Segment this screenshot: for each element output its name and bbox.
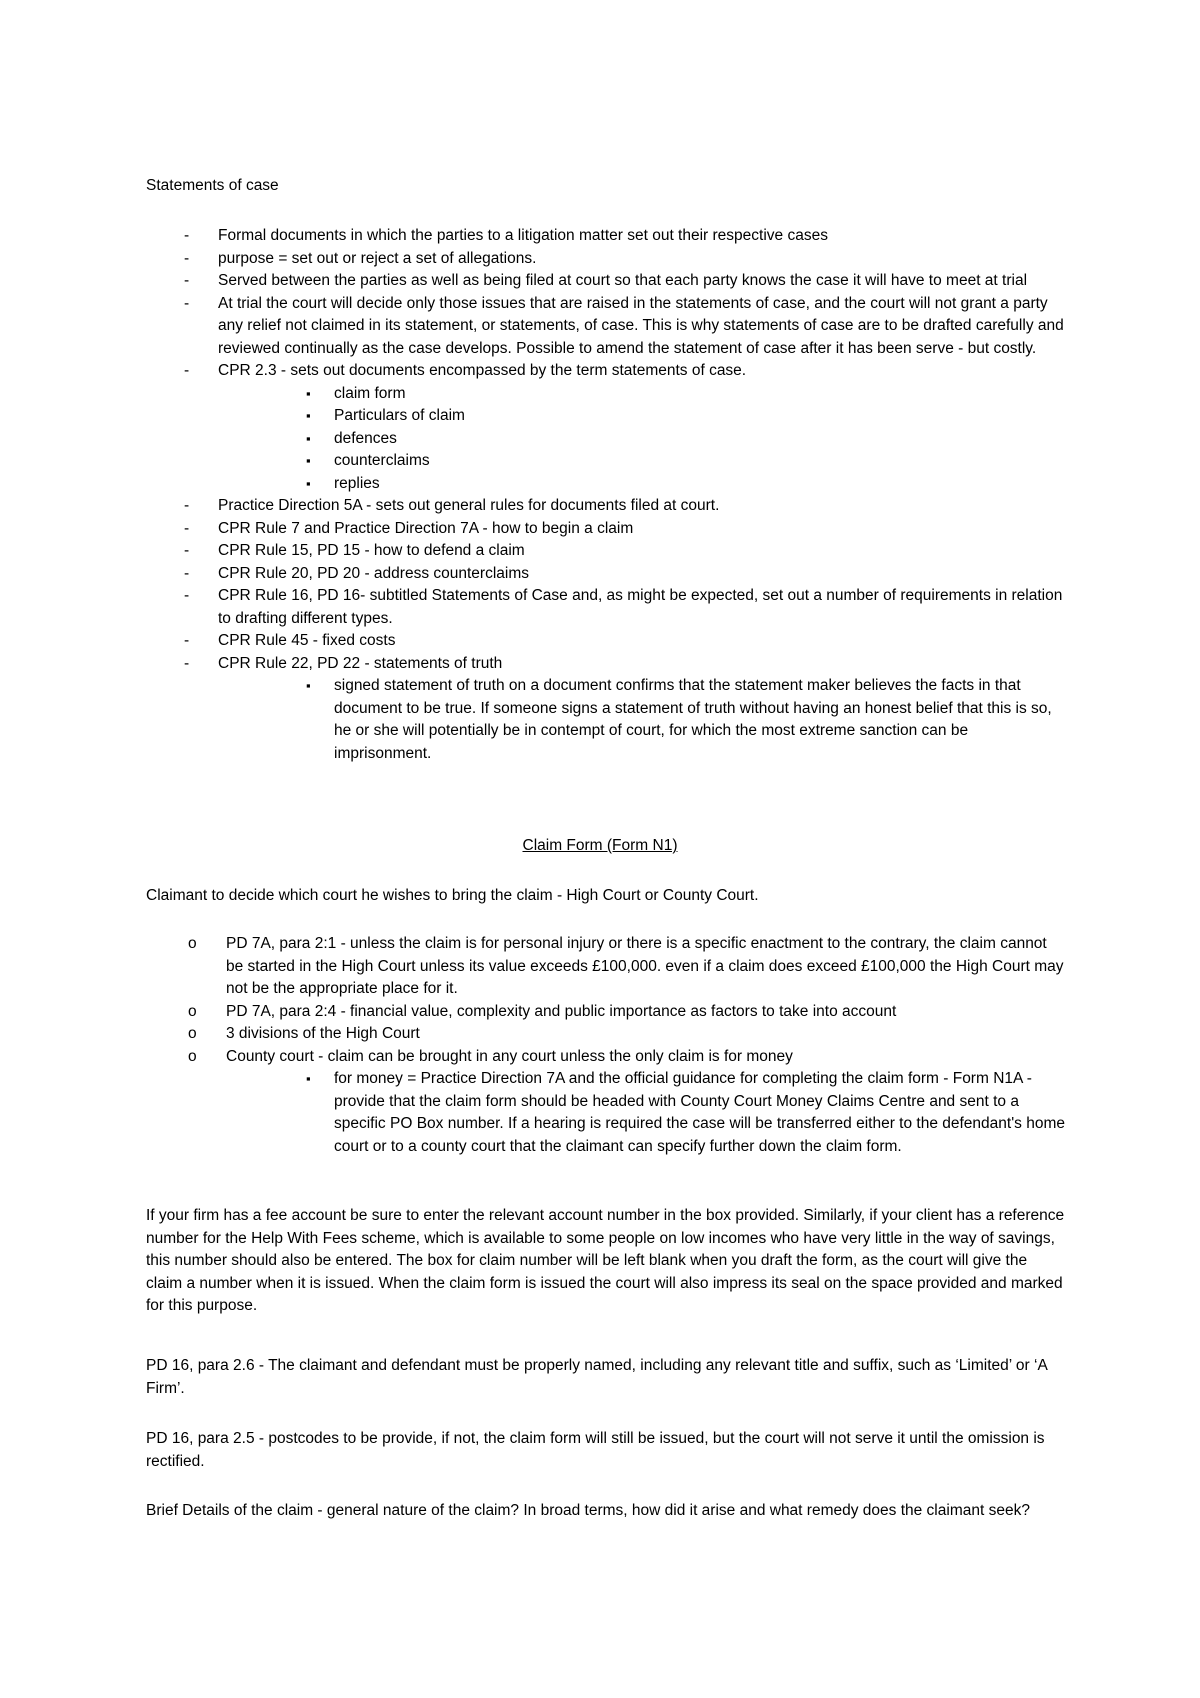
sublist-item: ▪ claim form [292,383,1066,406]
sublist [292,675,1066,765]
list-item: - CPR Rule 45 - fixed costs [146,630,1066,653]
sublist-item: ▪ signed statement of truth on a document confirms that the statement maker believes the facts in that document to be true. If someone signs a statement of truth without having an honest belief that this is so, he or she will potentially be in contempt of court, for which the most extreme sanction can be imprisonment. [292,675,1066,765]
brief-details-paragraph: Brief Details of the claim - general nature of the claim? In broad terms, how did it arise and what remedy does the claimant seek? [146,1502,1030,1519]
fee-paragraph: If your firm has a fee account be sure to enter the relevant account number in the box provided. Similarly, if your client has a reference number for the Help With Fees scheme, which is available to some people on low incomes who have very little in the way of savings, this number should also be entered. The box for claim number will be left blank when you draft the form, as the court will give the claim a number when it is issued. When the claim form is issued the court will also impress its seal on the space provided and marked for this purpose. [146,1207,1065,1314]
list-item: - CPR Rule 15, PD 15 - how to defend a claim [146,540,1066,563]
list-item: - CPR Rule 20, PD 20 - address counterclaims [146,563,1066,586]
list-item: - Served between the parties as well as being filed at court so that each party knows the case it will have to meet at trial [146,270,1066,293]
list-item-text: CPR Rule 22, PD 22 - statements of truth [218,654,503,672]
list-item-text: CPR 2.3 - sets out documents encompassed by the term statements of case. [218,362,747,379]
list-item: - CPR Rule 7 and Practice Direction 7A - how to begin a claim [146,518,1066,541]
intro-paragraph: Claimant to decide which court he wishes to bring the claim - High Court or County Court. [146,887,759,904]
claim-form-list [146,933,1066,1158]
list-item: - Practice Direction 5A - sets out general rules for documents filed at court. [146,495,1066,518]
list-item: - CPR Rule 16, PD 16- subtitled Statements of Case and, as might be expected, set out a number of requirements in relation to drafting different types. [146,585,1066,630]
list-item: - At trial the court will decide only those issues that are raised in the statements of case, and the court will not grant a party any relief not claimed in its statement, or statements, of case. This is why statements of case are to be drafted carefully and reviewed continually as the case develops. Possible to amend the statement of case after it has been serve - but costly. [146,293,1066,361]
pd16-26-paragraph: PD 16, para 2.6 - The claimant and defendant must be properly named, including any relevant title and suffix, such as ‘Limited’ or ‘A Firm’. [146,1357,1047,1397]
list-item [146,1046,1066,1159]
sublist-item: ▪ replies [292,473,1066,496]
page-title: Statements of case [146,177,279,194]
pd16-25-paragraph: PD 16, para 2.5 - postcodes to be provide, if not, the claim form will still be issued, but the court will not serve it until the omission is rectified. [146,1430,1045,1470]
list-item: o 3 divisions of the High Court [146,1023,1066,1046]
sublist-item: ▪ defences [292,428,1066,451]
sublist [292,1068,1066,1158]
sublist-item: ▪ for money = Practice Direction 7A and the official guidance for completing the claim form - Form N1A - provide that the claim form should be headed with County Court Money Claims Centre and sent to a specific PO Box number. If a hearing is required the case will be transferred either to the defendant's home court or to a county court that the claimant can specify further down the claim form. [292,1068,1066,1158]
sublist [292,383,1066,496]
list-item-text: County court - claim can be brought in any court unless the only claim is for money [226,1047,793,1065]
list-item [146,653,1066,766]
sublist-item: ▪ Particulars of claim [292,405,1066,428]
section-heading: Claim Form (Form N1) [522,837,678,854]
sublist-item: ▪ counterclaims [292,450,1066,473]
list-item: o PD 7A, para 2:4 - financial value, complexity and public importance as factors to take into account [146,1001,1066,1024]
list-item: o PD 7A, para 2:1 - unless the claim is for personal injury or there is a specific enactment to the contrary, the claim cannot be started in the High Court unless its value exceeds £100,000. even if a claim does exceed £100,000 the High Court may not be the appropriate place for it. [146,933,1066,1001]
list-item [146,360,1066,495]
statements-list [146,225,1066,765]
list-item: - purpose = set out or reject a set of allegations. [146,248,1066,271]
list-item: - Formal documents in which the parties to a litigation matter set out their respective cases [146,225,1066,248]
